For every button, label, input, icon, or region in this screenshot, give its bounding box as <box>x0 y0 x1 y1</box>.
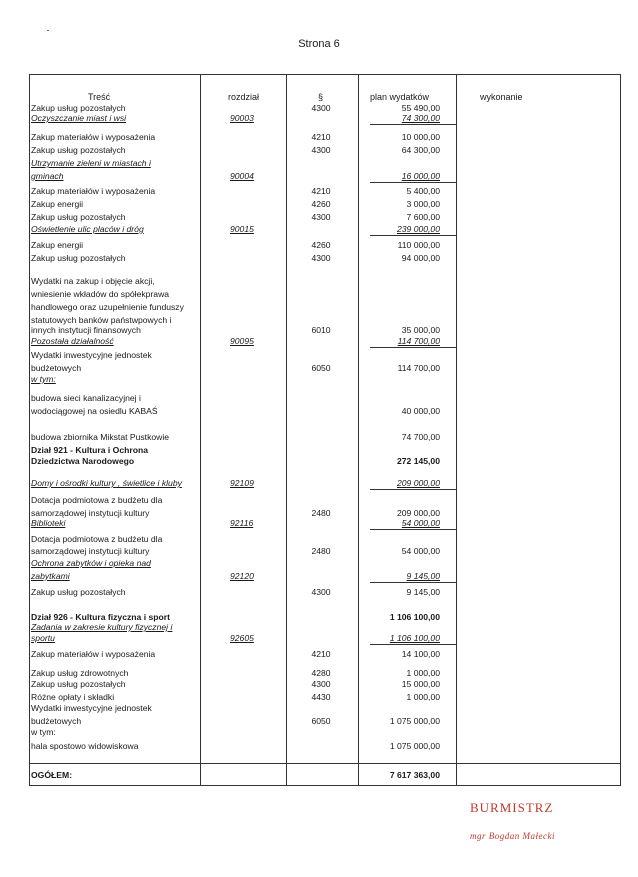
row-paragraf: 4300 <box>311 212 331 222</box>
row-plan-value: 10 000,00 <box>401 132 440 142</box>
row-plan-value: 209 000,00 <box>396 478 440 488</box>
header-wykonanie: wykonanie <box>480 92 523 102</box>
row-rozdzial: 90015 <box>230 224 254 234</box>
table-row <box>30 740 620 753</box>
row-plan-value: 7 600,00 <box>406 212 440 222</box>
table-row <box>30 405 620 418</box>
row-paragraf: 6010 <box>311 325 331 335</box>
row-plan-value: 55 490,00 <box>401 103 440 113</box>
row-plan-value: 15 000,00 <box>401 679 440 689</box>
row-description: zabytkami <box>31 571 70 581</box>
table-row <box>30 349 620 362</box>
signature-title: BURMISTRZ <box>470 800 554 815</box>
row-plan-value: 40 000,00 <box>401 406 440 416</box>
row-description: budżetowych <box>31 716 82 726</box>
row-description: Różne opłaty i składki <box>31 692 115 702</box>
table-row <box>30 392 620 405</box>
table-row <box>30 223 620 236</box>
row-paragraf: 6050 <box>311 363 331 373</box>
row-rozdzial: 92120 <box>230 571 254 581</box>
row-description: Dotacja podmiotowa z budżetu dla <box>31 495 163 505</box>
row-description: budżetowych <box>31 363 82 373</box>
row-description: budowa sieci kanalizacyjnej i <box>31 393 141 403</box>
row-description: Zakup usług pozostałych <box>31 212 126 222</box>
table-row <box>30 648 620 661</box>
table-row <box>30 455 620 468</box>
table-row <box>30 185 620 198</box>
row-description: w tym: <box>31 727 56 737</box>
row-description: Zakup usług pozostałych <box>31 587 126 597</box>
row-paragraf: 4300 <box>311 587 331 597</box>
row-plan-value: 35 000,00 <box>401 325 440 335</box>
row-description: wniesienie wkładów do spółekprawa <box>31 289 170 299</box>
row-rozdzial: 90003 <box>230 113 254 123</box>
subtotal-underline <box>370 582 456 583</box>
table-row <box>30 557 620 570</box>
total-divider <box>30 763 620 764</box>
row-paragraf: 4260 <box>311 199 331 209</box>
row-plan-value: 3 000,00 <box>406 199 440 209</box>
table-row <box>30 632 620 645</box>
table-row <box>30 431 620 444</box>
row-plan-value: 9 145,00 <box>406 571 440 581</box>
row-description: samorządowej instytucji kultury <box>31 546 150 556</box>
row-plan-value: 16 000,00 <box>401 171 440 181</box>
row-paragraf: 4300 <box>311 103 331 113</box>
table-row <box>30 144 620 157</box>
row-plan-value: 1 106 100,00 <box>389 612 440 622</box>
row-description: sportu <box>31 633 55 643</box>
row-description: Dotacja podmiotowa z budżetu dla <box>31 534 163 544</box>
table-row <box>30 373 620 386</box>
table-row <box>30 112 620 125</box>
row-description: Zakup usług zdrowotnych <box>31 668 129 678</box>
table-row <box>30 517 620 530</box>
row-description: Zadania w zakresie kultury fizycznej i <box>31 622 173 632</box>
row-plan-value: 1 075 000,00 <box>389 741 440 751</box>
subtotal-underline <box>370 347 456 348</box>
subtotal-underline <box>370 529 456 530</box>
row-plan-value: 54 000,00 <box>401 546 440 556</box>
table-row <box>30 275 620 288</box>
row-description: gminach <box>31 171 64 181</box>
row-description: Wydatki na zakup i objęcie akcji, <box>31 276 155 286</box>
row-rozdzial: 92109 <box>230 478 254 488</box>
header-plan: plan wydatków <box>370 92 430 102</box>
row-plan-value: 74 700,00 <box>401 432 440 442</box>
table-row <box>30 252 620 265</box>
row-plan-value: 5 400,00 <box>406 186 440 196</box>
row-description: Zakup energii <box>31 240 84 250</box>
row-description: samorządowej instytucji kultury <box>31 508 150 518</box>
row-description: budowa zbiornika Mikstat Pustkowie <box>31 432 170 442</box>
row-paragraf: 4210 <box>311 186 331 196</box>
table-row <box>30 157 620 170</box>
row-plan-value: 1 000,00 <box>406 668 440 678</box>
row-description: w tym: <box>31 374 56 384</box>
row-description: innych instytucji finansowych <box>31 325 141 335</box>
row-plan-value: 14 100,00 <box>401 649 440 659</box>
row-description: Dziedzictwa Narodowego <box>31 456 135 466</box>
row-description: Utrzymanie zieleni w miastach i <box>31 158 151 168</box>
row-paragraf: 4300 <box>311 679 331 689</box>
row-plan-value: 9 145,00 <box>406 587 440 597</box>
row-description: Zakup materiałów i wyposażenia <box>31 186 156 196</box>
row-description: Zakup usług pozostałych <box>31 253 126 263</box>
row-paragraf: 2480 <box>311 546 331 556</box>
table-row <box>30 570 620 583</box>
row-description: Biblioteki <box>31 518 66 528</box>
row-rozdzial: 92605 <box>230 633 254 643</box>
subtotal-underline <box>370 235 456 236</box>
table-row <box>30 494 620 507</box>
row-description: Zakup energii <box>31 199 84 209</box>
row-description: Ochrona zabytków i opieka nad <box>31 558 151 568</box>
row-description: wodociągowej na osiedlu KABAŚ <box>31 406 158 416</box>
row-description: Zakup usług pozostałych <box>31 103 126 113</box>
row-plan-value: 209 000,00 <box>396 508 440 518</box>
row-plan-value: 239 000,00 <box>396 224 440 234</box>
row-description: Zakup usług pozostałych <box>31 679 126 689</box>
total-label: OGÓŁEM: <box>31 770 73 780</box>
row-plan-value: 110 000,00 <box>397 240 440 250</box>
row-plan-value: 64 300,00 <box>401 145 440 155</box>
row-paragraf: 4210 <box>311 132 331 142</box>
table-row <box>30 301 620 314</box>
budget-table <box>29 74 621 786</box>
row-plan-value: 114 700,00 <box>397 336 440 346</box>
row-paragraf: 4300 <box>311 145 331 155</box>
table-row <box>30 198 620 211</box>
subtotal-underline <box>370 182 456 183</box>
row-plan-value: 1 106 100,00 <box>389 633 440 643</box>
row-description: Dział 921 - Kultura i Ochrona <box>31 445 148 455</box>
row-description: Wydatki inwestycyjne jednostek <box>31 350 152 360</box>
row-paragraf: 4280 <box>311 668 331 678</box>
row-paragraf: 6050 <box>311 716 331 726</box>
row-paragraf: 4260 <box>311 240 331 250</box>
header-paragraf: § <box>318 92 324 102</box>
table-row <box>30 335 620 348</box>
row-description: Pozostała działalność <box>31 336 114 346</box>
row-rozdzial: 90004 <box>230 171 254 181</box>
row-description: Oczyszczanie miast i wsi <box>31 113 127 123</box>
row-rozdzial: 92116 <box>230 518 254 528</box>
row-paragraf: 4300 <box>311 253 331 263</box>
table-row <box>30 239 620 252</box>
row-description: Domy i ośrodki kultury , świetlice i kluby <box>31 478 182 488</box>
row-paragraf: 4430 <box>311 692 331 702</box>
table-row <box>30 586 620 599</box>
table-row <box>30 170 620 183</box>
total-row <box>30 769 620 782</box>
row-paragraf: 4210 <box>311 649 331 659</box>
row-description: handlowego oraz uzupełnienie funduszy <box>31 302 184 312</box>
header-tresc: Treść <box>88 92 111 102</box>
row-description: Zakup usług pozostałych <box>31 145 126 155</box>
table-row <box>30 288 620 301</box>
row-plan-value: 74 300,00 <box>401 113 440 123</box>
row-plan-value: 1 075 000,00 <box>389 716 440 726</box>
table-row <box>30 702 620 715</box>
row-paragraf: 2480 <box>311 508 331 518</box>
row-plan-value: 272 145,00 <box>396 456 440 466</box>
row-description: Oświetlenie ulic placów i dróg <box>31 224 144 234</box>
row-plan-value: 54 000,00 <box>401 518 440 528</box>
page-header: Strona 6 <box>298 38 340 50</box>
row-plan-value: 114 700,00 <box>397 363 440 373</box>
scan-mark <box>47 30 49 31</box>
row-plan-value: 94 000,00 <box>401 253 440 263</box>
total-value: 7 617 363,00 <box>389 770 440 780</box>
table-row <box>30 477 620 490</box>
table-row <box>30 131 620 144</box>
row-rozdzial: 90095 <box>230 336 254 346</box>
row-description: hala spostowo widowiskowa <box>31 741 139 751</box>
subtotal-underline <box>370 489 456 490</box>
row-description: Zakup materiałów i wyposażenia <box>31 132 156 142</box>
subtotal-underline <box>370 644 456 645</box>
table-row <box>30 726 620 739</box>
subtotal-underline <box>370 124 456 125</box>
table-row <box>30 678 620 691</box>
row-description: Dział 926 - Kultura fizyczna i sport <box>31 612 170 622</box>
row-description: statutowych banków państwpowych i <box>31 315 172 325</box>
row-plan-value: 1 000,00 <box>406 692 440 702</box>
header-rozdzial: rozdział <box>228 92 260 102</box>
row-description: Zakup materiałów i wyposażenia <box>31 649 156 659</box>
signature-name: mgr Bogdan Małecki <box>470 831 555 841</box>
row-description: Wydatki inwestycyjne jednostek <box>31 703 152 713</box>
